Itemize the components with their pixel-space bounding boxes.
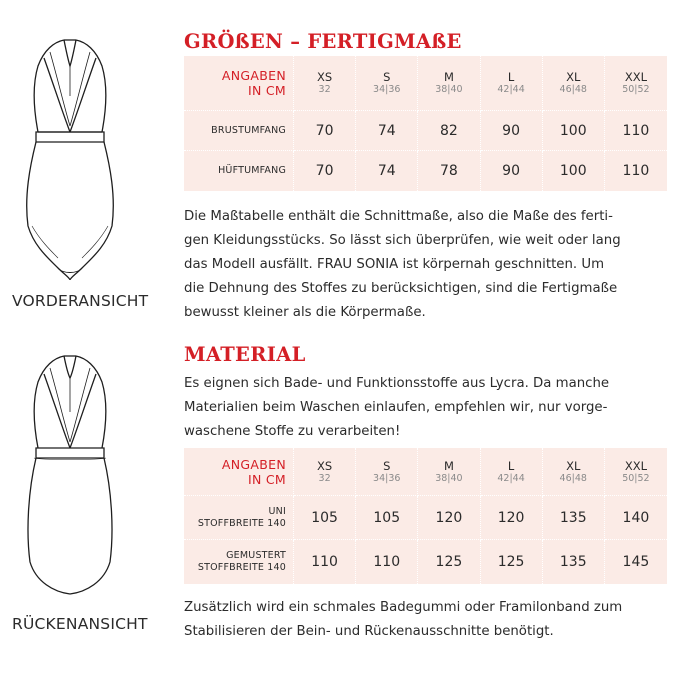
row-label	[184, 540, 294, 584]
paragraph-line: Materialien beim Waschen einlaufen, empfehlen wir, nur vorge-	[184, 400, 608, 415]
cell-value: 120	[435, 509, 463, 526]
table-cell	[294, 496, 356, 540]
header-label-line: ANGABEN	[221, 68, 286, 83]
size-name: XL	[566, 70, 581, 84]
size-column-header	[356, 56, 418, 111]
cell-value: 135	[559, 509, 587, 526]
cell-value: 135	[559, 554, 587, 570]
cell-value: 105	[311, 509, 338, 526]
cell-value: 110	[311, 554, 338, 570]
size-column-header	[481, 448, 543, 496]
paragraph-line: Zusätzlich wird ein schmales Badegummi oder Framilonband zum	[184, 600, 623, 615]
cell-value: 120	[497, 509, 525, 526]
swimsuit-front-sketch	[14, 36, 126, 286]
sizes-paragraph	[184, 205, 674, 325]
size-column-header	[543, 448, 605, 496]
size-number: 38|40	[435, 84, 463, 95]
paragraph-line: Stabilisieren der Bein- und Rückenausschnitte benötigt.	[184, 624, 554, 639]
size-column-header	[356, 448, 418, 496]
cell-value: 74	[377, 122, 396, 139]
size-column-header	[543, 56, 605, 111]
table-cell	[418, 540, 480, 584]
size-name: M	[443, 458, 454, 473]
table-cell	[605, 496, 667, 540]
table-cell	[418, 151, 480, 191]
illustration-column	[0, 0, 178, 680]
row-label-line: UNI	[268, 505, 286, 517]
table-cell	[543, 496, 605, 540]
cell-value: 70	[315, 122, 334, 139]
paragraph-line: bewusst kleiner als die Körpermaße.	[184, 305, 426, 320]
table-cell	[418, 496, 480, 540]
cell-value: 70	[315, 163, 334, 179]
row-label-line: STOFFBREITE 140	[197, 517, 286, 529]
size-number: 32	[318, 84, 331, 95]
header-label-line: IN CM	[247, 83, 286, 98]
size-name: XL	[566, 458, 581, 473]
cell-value: 74	[377, 163, 396, 179]
cell-value: 110	[373, 554, 401, 570]
material-heading: MATERIAL	[184, 343, 306, 366]
material-footer	[184, 596, 674, 644]
row-label-line: BRUSTUMFANG	[211, 124, 286, 136]
table-cell	[356, 111, 418, 151]
size-number: 34|36	[373, 472, 401, 484]
size-name: S	[383, 458, 391, 473]
row-label-line: STOFFBREITE 140	[197, 562, 286, 573]
table-cell	[294, 151, 356, 191]
back-view-label: RÜCKENANSICHT	[12, 615, 148, 633]
table-cell	[481, 496, 543, 540]
sizes-table	[184, 56, 667, 191]
size-name: M	[443, 70, 454, 84]
row-label-line: GEMUSTERT	[226, 550, 286, 561]
table-cell	[605, 111, 667, 151]
size-number: 46|48	[559, 472, 587, 484]
size-column-header	[481, 56, 543, 111]
size-number: 50|52	[622, 84, 650, 95]
size-number: 50|52	[622, 472, 650, 484]
table-header-label	[184, 56, 294, 111]
table-cell	[543, 540, 605, 584]
header-label-line: ANGABEN	[221, 456, 286, 472]
cell-value: 110	[622, 122, 650, 139]
table-cell	[418, 111, 480, 151]
size-column-header	[294, 448, 356, 496]
cell-value: 78	[440, 163, 458, 179]
paragraph-line: waschene Stoffe zu verarbeiten!	[184, 424, 401, 439]
size-name: XXL	[624, 70, 647, 84]
front-view-label: VORDERANSICHT	[12, 292, 149, 310]
size-name: S	[383, 70, 391, 84]
table-cell	[481, 111, 543, 151]
cell-value: 105	[373, 509, 401, 526]
cell-value: 100	[559, 163, 587, 179]
table-header-label	[184, 448, 294, 496]
table-cell	[356, 151, 418, 191]
paragraph-line: das Modell ausfällt. FRAU SONIA ist körpernah geschnitten. Um	[184, 257, 605, 272]
cell-value: 145	[622, 554, 650, 570]
table-cell	[294, 111, 356, 151]
cell-value: 82	[440, 122, 458, 139]
cell-value: 125	[435, 554, 463, 570]
table-cell	[543, 151, 605, 191]
cell-value: 110	[622, 163, 650, 179]
table-cell	[605, 540, 667, 584]
table-cell	[481, 151, 543, 191]
table-cell	[294, 540, 356, 584]
cell-value: 100	[559, 122, 587, 139]
size-number: 38|40	[435, 472, 463, 484]
size-name: XXL	[624, 458, 647, 473]
cell-value: 90	[502, 122, 520, 139]
row-label-line: HÜFTUMFANG	[218, 165, 286, 176]
paragraph-line: die Dehnung des Stoffes zu berücksichtigen, sind die Fertigmaße	[184, 281, 618, 296]
size-number: 34|36	[373, 84, 401, 95]
size-name: L	[507, 458, 515, 473]
sizes-heading: GRÖßEN – FERTIGMAßE	[184, 30, 462, 53]
swimsuit-back-sketch	[14, 352, 126, 602]
row-label	[184, 496, 294, 540]
paragraph-line: Es eignen sich Bade- und Funktionsstoffe aus Lycra. Da manche	[184, 376, 610, 391]
table-cell	[356, 496, 418, 540]
cell-value: 90	[502, 163, 520, 179]
paragraph-line: Die Maßtabelle enthält die Schnittmaße, also die Maße des ferti-	[184, 209, 613, 224]
material-intro	[184, 372, 674, 444]
header-label-line: IN CM	[247, 471, 286, 487]
table-cell	[481, 540, 543, 584]
cell-value: 125	[497, 554, 525, 570]
size-number: 42|44	[497, 84, 525, 95]
paragraph-line: gen Kleidungsstücks. So lässt sich überprüfen, wie weit oder lang	[184, 233, 621, 248]
material-table	[184, 448, 667, 584]
table-cell	[543, 111, 605, 151]
row-label	[184, 151, 294, 191]
size-column-header	[605, 56, 667, 111]
size-number: 32	[318, 472, 331, 484]
size-name: XS	[316, 458, 333, 473]
size-column-header	[418, 56, 480, 111]
row-label	[184, 111, 294, 151]
table-cell	[605, 151, 667, 191]
cell-value: 140	[622, 509, 650, 526]
size-number: 42|44	[497, 472, 525, 484]
size-column-header	[418, 448, 480, 496]
size-column-header	[605, 448, 667, 496]
table-cell	[356, 540, 418, 584]
size-column-header	[294, 56, 356, 111]
size-name: XS	[316, 70, 333, 84]
size-number: 46|48	[559, 84, 587, 95]
size-name: L	[507, 70, 515, 84]
